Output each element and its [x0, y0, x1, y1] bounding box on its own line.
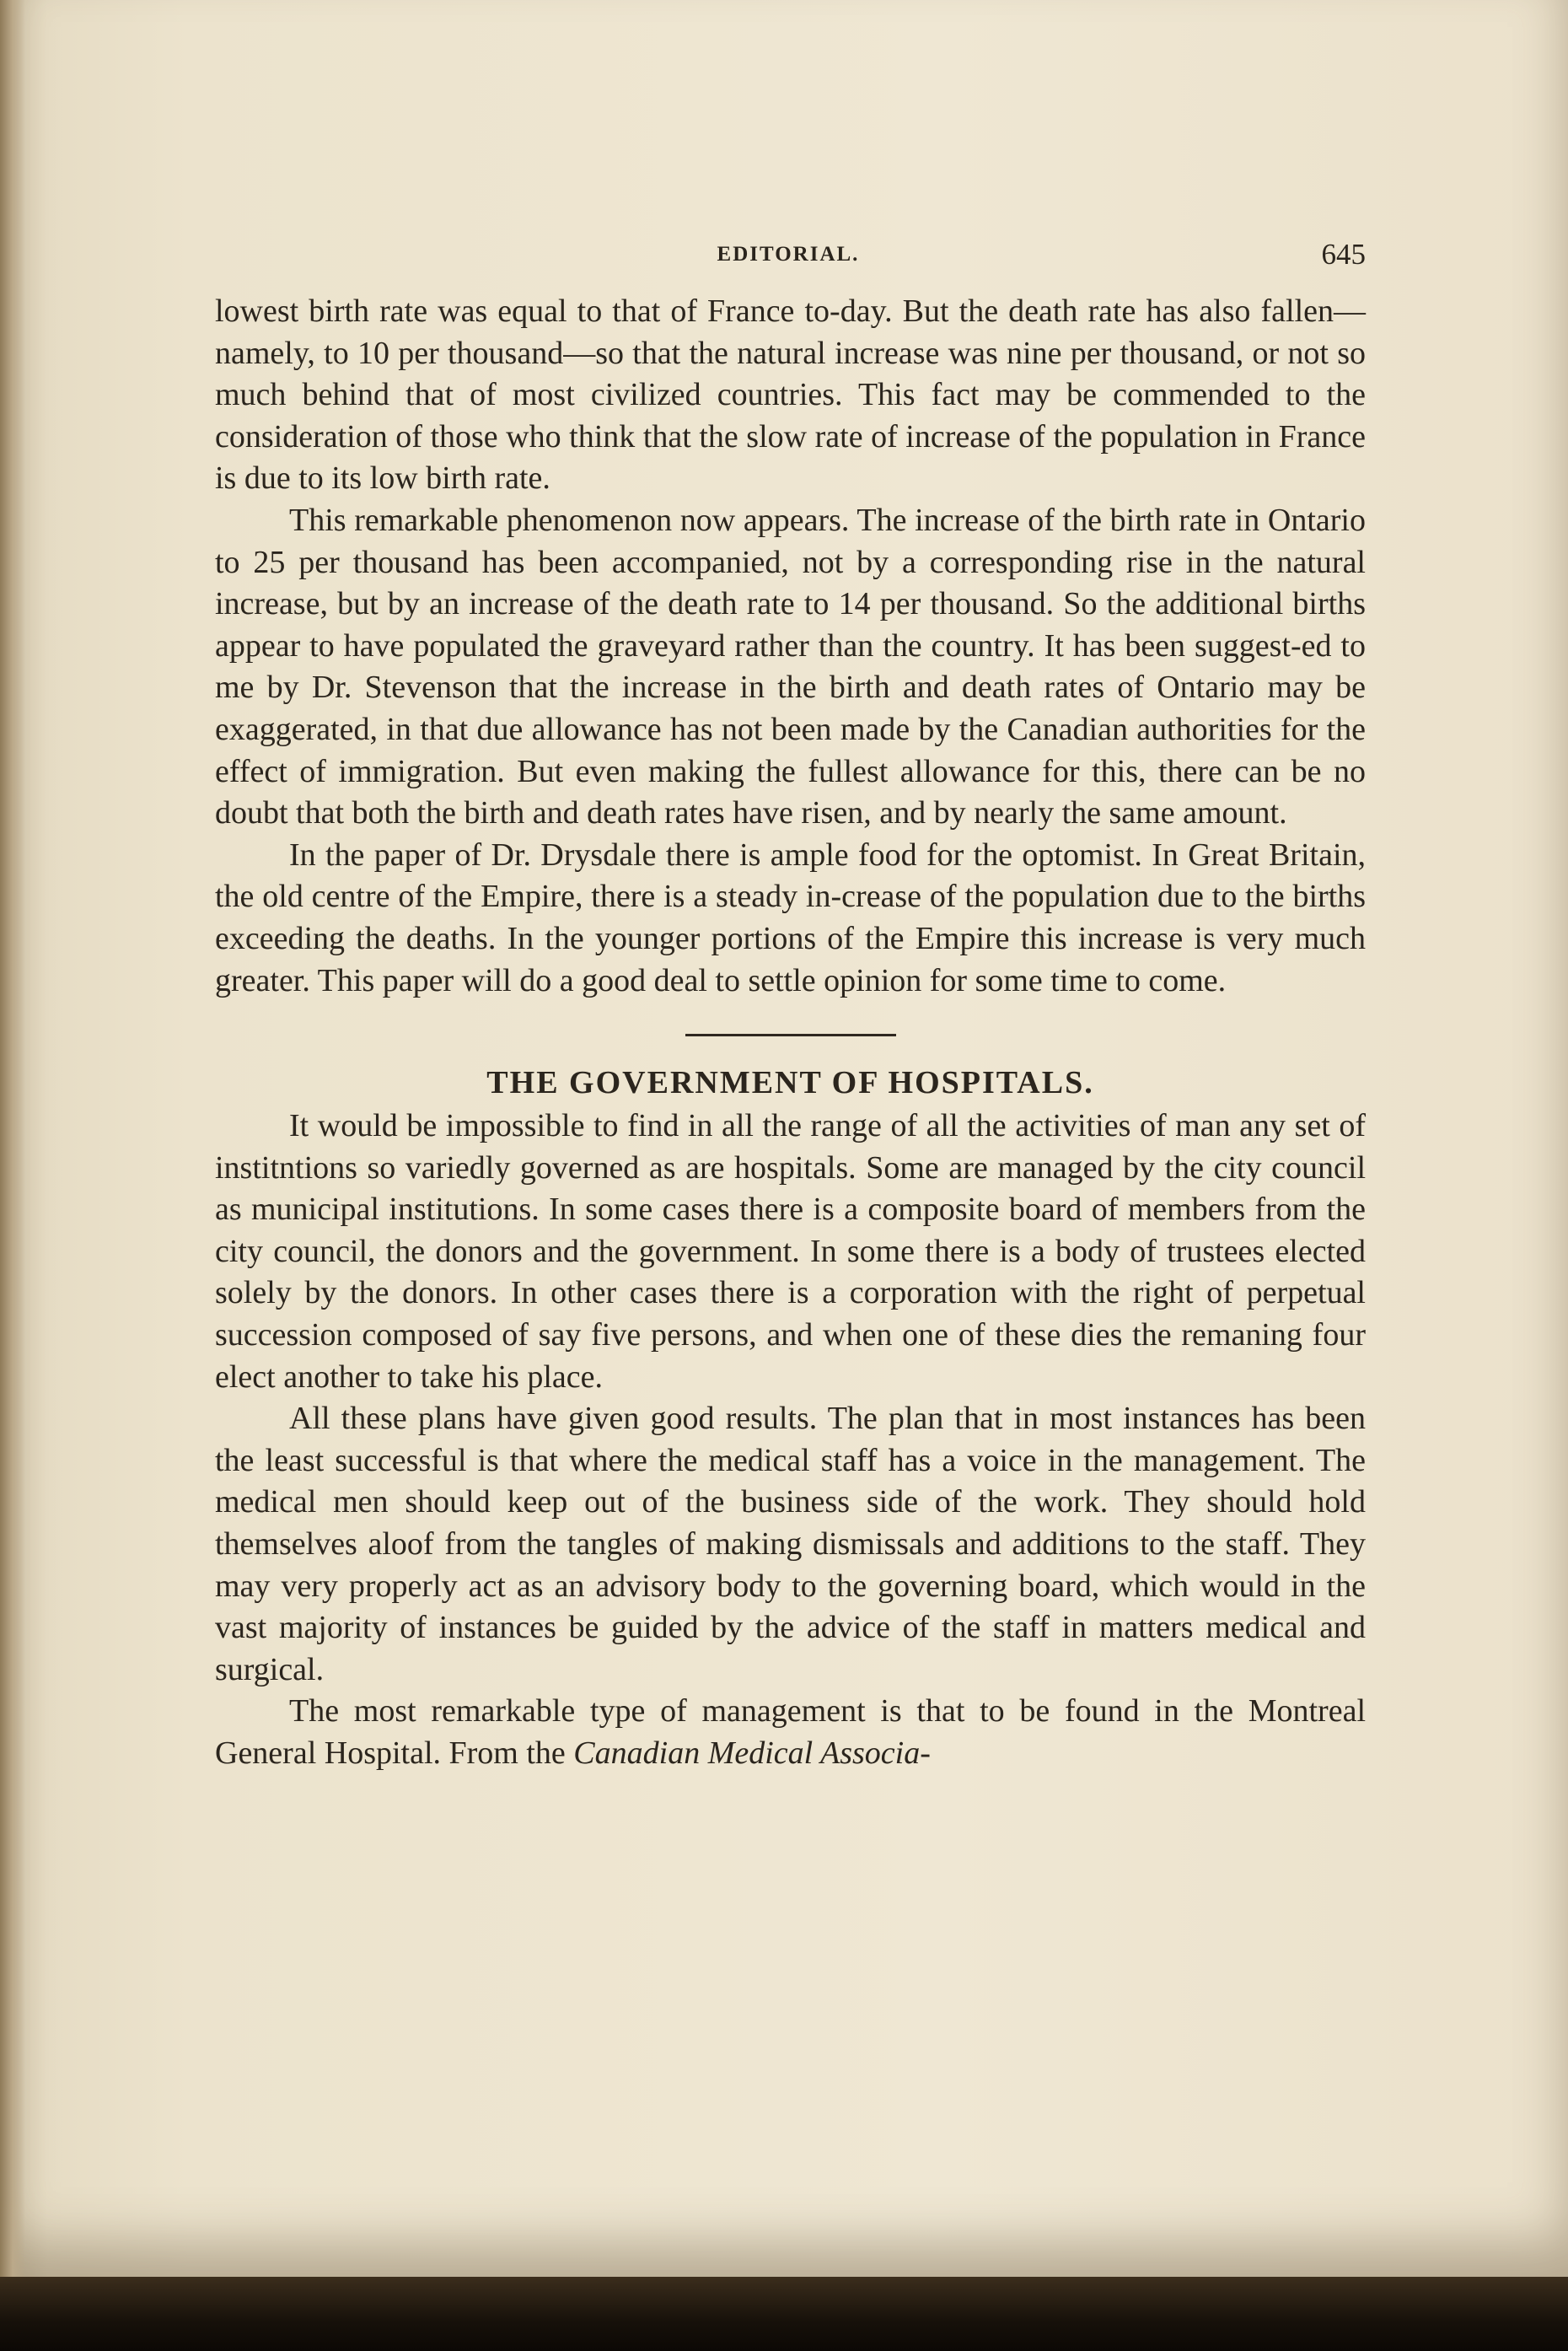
page-bottom-shadow: [0, 2277, 1568, 2351]
paragraph: In the paper of Dr. Drysdale there is ample food for the optomist. In Great Britain, the old centre of the Empire, there is a steady in-crease of the population due to the births exceeding the deaths. In the younger portions of the Empire this increase is very much greater. This paper will do a good deal to settle opinion for some time to come.: [215, 837, 1366, 998]
paragraph-last: [215, 1691, 1366, 1774]
page-number: 645: [1321, 238, 1366, 271]
running-head: [211, 238, 1366, 275]
running-title: EDITORIAL.: [717, 243, 860, 266]
paragraph: This remarkable phenomenon now appears. The increase of the birth rate in Ontario to 25 per thousand has been accompanied, not by a corresponding rise in the natural increase, but by an increase of the death rate to 14 per thousand. So the additional births appear to have populated the graveyard rather than the country. It has been suggest-ed to me by Dr. Stevenson that the increase in the birth and death rates of Ontario may be exaggerated, in that due allowance has not been made by the Canadian authorities for the effect of immigration. But even making the fullest allowance for this, there can be no doubt that both the birth and death rates have risen, and by nearly the same amount.: [215, 502, 1366, 831]
paragraph: It would be impossible to find in all the range of all the activities of man any set of institntions so variedly governed as are hospitals. Some are managed by the city council as municipal institutions. In some cases there is a composite board of members from the city council, the donors and the government. In some there is a body of trustees elected solely by the donors. In other cases there is a corporation with the right of perpetual succession composed of say five persons, and when one of these dies the remaning four elect another to take his place.: [215, 1108, 1366, 1395]
paragraph-text: The most remarkable type of management is that to be found in the Montreal General Hospital. From the: [215, 1693, 1366, 1771]
paragraph: All these plans have given good results. The plan that in most instances has been the least successful is that where the medical staff has a voice in the management. The medical men should keep out of the business side of the work. They should hold themselves aloof from the tangles of making dismissals and additions to the staff. They may very properly act as an advisory body to the governing board, which would in the vast majority of instances be guided by the advice of the staff in matters medical and surgical.: [215, 1401, 1366, 1687]
section-heading: THE GOVERNMENT OF HOSPITALS.: [486, 1065, 1094, 1101]
page-binding-edge: [0, 0, 25, 2277]
journal-title: Canadian Medical Associa-: [573, 1735, 931, 1771]
paragraph-continued: lowest birth rate was equal to that of France to-day. But the death rate has also fallen—namely, to 10 per thousand—so that the natural increase was nine per thousand, or not so much behind that of most civilized countries. This fact may be commended to the consideration of those who think that the slow rate of increase of the population in France is due to its low birth rate.: [215, 293, 1366, 497]
section-divider: [685, 1034, 896, 1036]
body-text: [215, 291, 1366, 1775]
